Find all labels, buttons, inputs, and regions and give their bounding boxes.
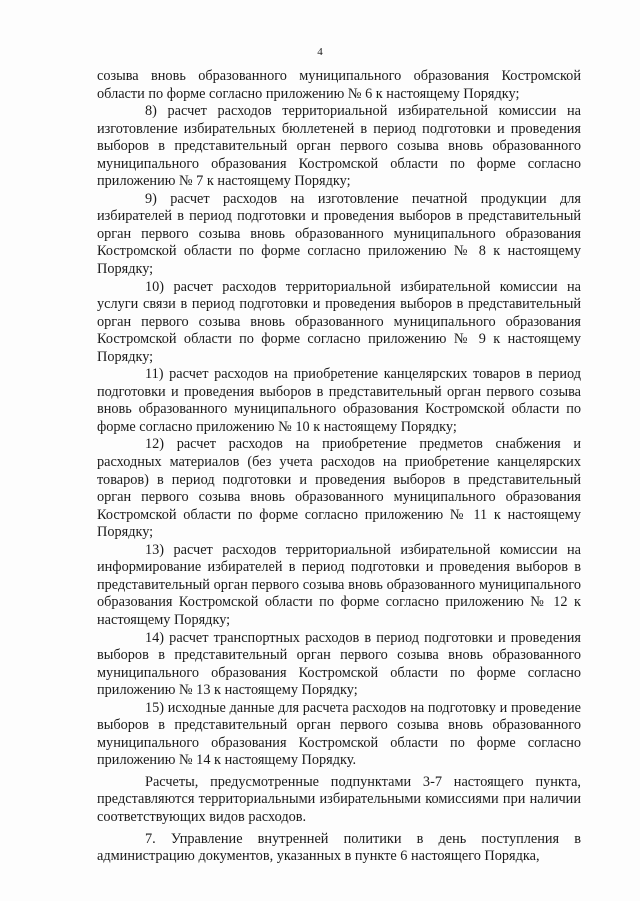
- paragraph-item-9: 9) расчет расходов на изготовление печатной продукции для избирателей в период подготовки и проведения выборов в представительный орган первого созыва вновь образованного муниципального образования Костромской области по форме согласно приложению № 8 к настоящему Порядку;: [97, 190, 581, 278]
- paragraph-item-12: 12) расчет расходов на приобретение предметов снабжения и расходных материалов (без учета расходов на приобретение канцелярских товаров) в период подготовки и проведения выборов в представительный орган первого созыва вновь образованного муниципального образования Костромской области по форме согласно приложению № 11 к настоящему Порядку;: [97, 436, 581, 541]
- paragraph-item-10: 10) расчет расходов территориальной избирательной комиссии на услуги связи в период подготовки и проведения выборов в представительный орган первого созыва вновь образованного муниципального образования Костромской области по форме согласно приложению № 9 к настоящему Порядку;: [97, 278, 581, 365]
- page-number: 4: [317, 46, 323, 58]
- paragraph-continuation: созыва вновь образованного муниципального образования Костромской области по форме согласно приложению № 6 к настоящему Порядку;: [97, 68, 581, 102]
- paragraph-item-13: 13) расчет расходов территориальной избирательной комиссии на информирование избирателей в период подготовки и проведения выборов в представительный орган первого созыва вновь образованного муниципального образования Костромской области по форме согласно приложению № 12 к настоящему Порядку;: [97, 541, 581, 628]
- paragraph-calculations-note: Расчеты, предусмотренные подпунктами 3-7 настоящего пункта, представляются территориальными избирательными комиссиями при наличии соответствующих видов расходов.: [97, 773, 581, 825]
- document-body: [97, 68, 581, 866]
- paragraph-item-11: 11) расчет расходов на приобретение канцелярских товаров в период подготовки и проведения выборов в представительный орган первого созыва вновь образованного муниципального образования Костромской области по форме согласно приложению № 10 к настоящему Порядку;: [97, 366, 581, 435]
- paragraph-section-7: 7. Управление внутренней политики в день поступления в администрацию документов, указанных в пункте 6 настоящего Порядка,: [97, 830, 581, 865]
- paragraph-item-8: 8) расчет расходов территориальной избирательной комиссии на изготовление избирательных бюллетеней в период подготовки и проведения выборов в представительный орган первого созыва вновь образованного муниципального образования Костромской области по форме согласно приложению № 7 к настоящему Порядку;: [97, 103, 581, 190]
- paragraph-item-14: 14) расчет транспортных расходов в период подготовки и проведения выборов в представительный орган первого созыва вновь образованного муниципального образования Костромской области по форме согласно приложению № 13 к настоящему Порядку;: [97, 629, 581, 699]
- paragraph-item-15: 15) исходные данные для расчета расходов на подготовку и проведение выборов в представительный орган первого созыва вновь образованного муниципального образования Костромской области по форме согласно приложению № 14 к настоящему Порядку.: [97, 699, 581, 769]
